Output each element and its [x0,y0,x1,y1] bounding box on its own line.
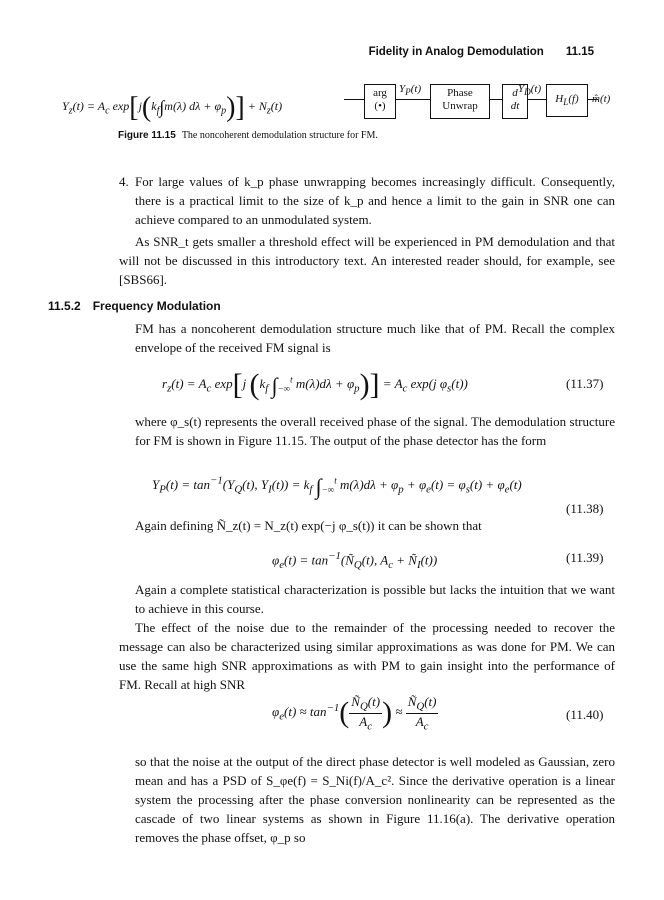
caption-label: Figure 11.15 [118,130,176,141]
section-heading [48,299,221,313]
equation-number-11-37: (11.37) [566,376,604,391]
equation-11-37: $r_z(t) = A_c$ exp[j ($k_f$ $\int_{-\infty}^t$ $m(\lambda)d\lambda + \varphi_p)] = A_c$ exp(j $\varphi_s(t)$) [162,368,468,401]
page-number: 11.15 [565,46,594,58]
section-number: 11.5.2 [48,299,81,313]
equation-number-11-38: (11.38) [566,501,604,516]
paragraph-phase: where φ_s(t) represents the overall received phase of the signal. The demodulation structure for FM is shown in Figure 11.15. The output of the phase detector has the form [135,414,615,448]
paragraph-threshold: As SNR_t gets smaller a threshold effect will be experienced in PM demodulation and that will not be discussed in this introductory text. An interested reader should, for example, see [SBS66]. [119,234,615,287]
signal-m-hat: m̂(t) [592,93,611,105]
arg-block: arg (•) [364,84,396,119]
lowpass-filter-block: $H_L(f)$ [546,84,588,117]
list-item-text: For large values of k_p phase unwrapping becomes increasingly difficult. Consequently, there is a practical limit to the size of k_p and hence a limit to the gain in SNR one can achieve compared to an unmodulated system. [135,174,615,227]
equation-11-40: $\varphi_e(t) \approx \tan^{-1}$( $\frac{Ñ_Q(t)}{A_c}$ ) ≈ $\frac{Ñ_Q(t)}{A_c}$ [272,694,437,733]
wire-input [344,99,364,100]
paragraph-final: so that the noise at the output of the direct phase detector is well modeled as Gaussian, zero mean and has a PSD of S_φe(f) = S_Ni(f)/A_c². Since the derivative operation is a linear system the processing after the phase conversion nonlinearity can be represented as the cascade of two linear systems as shown in Figure 11.16(a). The derivative operation removes the phase offset, φ_p so [135,754,615,845]
list-item-label: 4. [119,174,129,189]
figure-caption [118,130,378,141]
paragraph-noise-effect: The effect of the noise due to the remainder of the processing needed to recover the message can also be characterized using similar approximations as was done for PM. We can use the same high SNR approximations as with PM to gain insight into the performance of FM. Recall at high SNR [119,620,615,692]
running-title: Fidelity in Analog Demodulation [368,46,544,58]
equation-number-11-40: (11.40) [566,707,604,722]
derivative-block: d dt [502,84,528,119]
section-title: Frequency Modulation [92,299,221,313]
signal-yp: $Y_P(t)$ [399,83,422,98]
paragraph-fm-intro: FM has a noncoherent demodulation structure much like that of PM. Recall the complex envelope of the received FM signal is [135,321,615,355]
phase-unwrap-block: Phase Unwrap [430,84,490,119]
equation-11-38: $Y_P(t) = \tan^{-1}(Y_Q(t)$, $Y_I(t)) = k_f$ $\int_{-\infty}^t$ $m(\lambda)d\lambda + \varphi_p + \varphi_e(t) = \varphi_s(t) + \varphi_e(t)$ [152,474,522,499]
wire-unwrap-out [490,99,502,100]
running-header [369,46,594,58]
wire-yd [528,99,546,100]
equation-11-39: $\varphi_e(t)$ = $\tan^{-1}(Ñ_Q(t)$, $A_c$ + $Ñ_I(t)$) [272,550,438,571]
paragraph-statistical: Again a complete statistical characterization is possible but lacks the intuition that we want to achieve in this course. [135,582,615,616]
equation-number-11-39: (11.39) [566,550,604,565]
paragraph-again-defining: Again defining Ñ_z(t) = N_z(t) exp(−j φ_s(t)) it can be shown that [135,518,482,533]
figure-input-expression: $Y_z(t) = A_c$ $\exp[j(k_f\int m(\lambda) d\lambda + \varphi_p)] + N_z(t)$ [62,92,283,123]
wire-yp [396,99,430,100]
list-item-4 [119,172,615,229]
signal-yd: $Y_D(t)$ [518,83,542,98]
caption-text: The noncoherent demodulation structure for FM. [181,130,378,141]
